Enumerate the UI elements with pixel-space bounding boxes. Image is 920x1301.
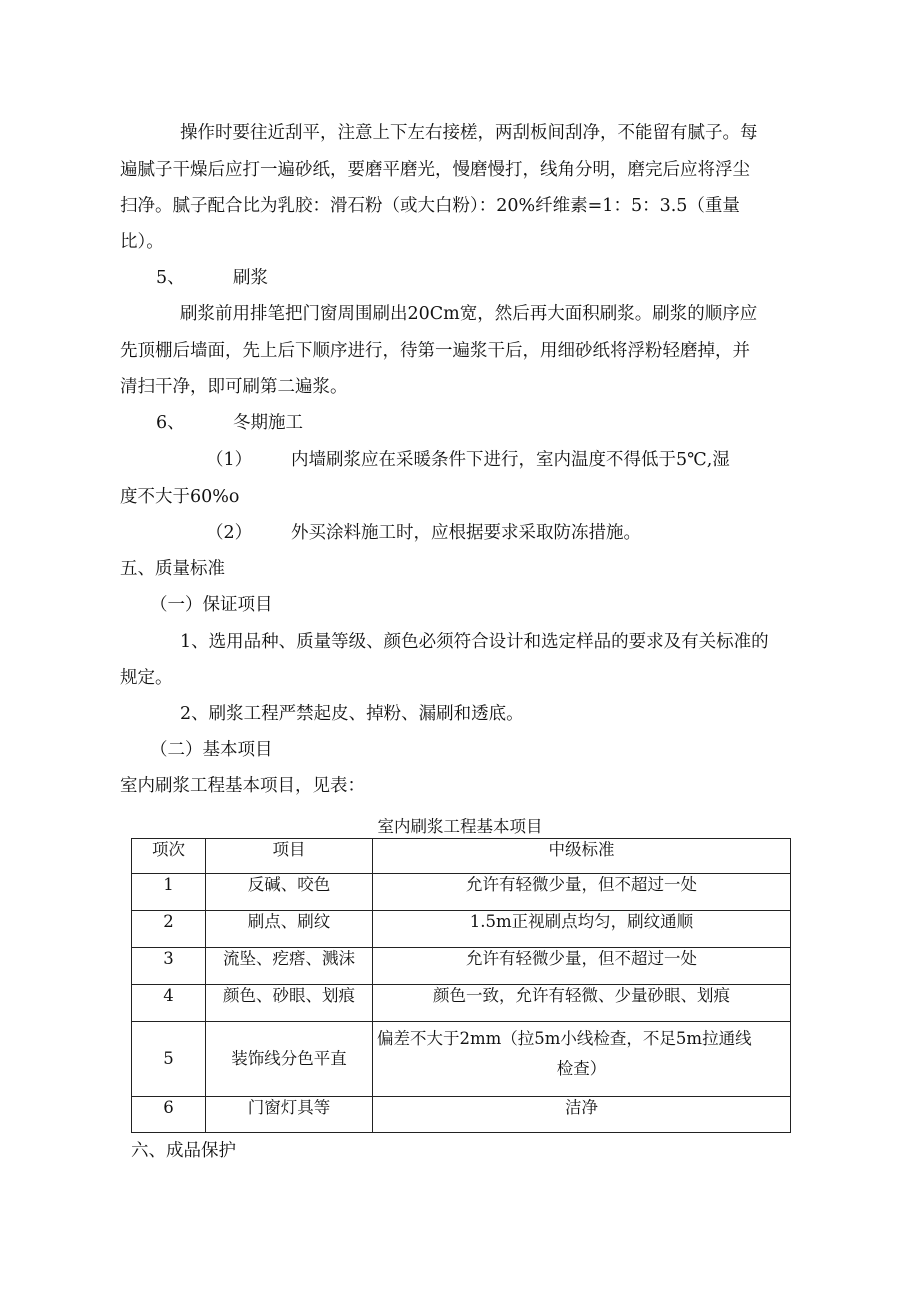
basic-items-intro: 室内刷浆工程基本项目，见表： xyxy=(120,776,365,796)
row-item: 流坠、疙瘩、溅沫 xyxy=(206,948,373,985)
row-standard: 允许有轻微少量，但不超过一处 xyxy=(373,948,791,985)
row-item: 门窗灯具等 xyxy=(206,1097,373,1133)
row-item: 反碱、咬色 xyxy=(206,874,373,911)
section6-title: 冬期施工 xyxy=(233,413,303,433)
item1-number: （1） xyxy=(206,450,253,470)
table-header-row xyxy=(132,839,791,874)
row-item: 刷点、刷纹 xyxy=(206,911,373,948)
row-item: 装饰线分色平直 xyxy=(206,1022,373,1097)
header-no: 项次 xyxy=(132,839,206,874)
row-no: 6 xyxy=(132,1097,206,1133)
heading-product-protection: 六、成品保护 xyxy=(131,1141,236,1161)
row-standard: 颜色一致，允许有轻微、少量砂眼、划痕 xyxy=(373,985,791,1022)
heading-basic-items: （二）基本项目 xyxy=(150,740,273,760)
para1-line3: 扫净。腻子配合比为乳胶：滑石粉（或大白粉）：20%纤维素=1：5：3.5（重量 xyxy=(120,196,740,216)
para1-line4: 比）。 xyxy=(120,232,164,252)
section6-number: 6、 xyxy=(156,413,185,433)
table-row xyxy=(132,911,791,948)
para2-line3: 清扫干净，即可刷第二遍浆。 xyxy=(120,377,348,397)
row-standard-line1: 偏差不大于2mm（拉5m小线检查，不足5m拉通线 xyxy=(377,1029,752,1048)
row-standard: 1.5m正视刷点均匀，刷纹通顺 xyxy=(373,911,791,948)
item2-number: （2） xyxy=(206,523,253,543)
item2-text: 外买涂料施工时，应根据要求采取防冻措施。 xyxy=(291,523,641,543)
table-row xyxy=(132,948,791,985)
row-standard: 洁净 xyxy=(373,1097,791,1133)
row-item: 颜色、砂眼、划痕 xyxy=(206,985,373,1022)
row-no: 3 xyxy=(132,948,206,985)
para1-line1: 操作时要往近刮平，注意上下左右接槎，两刮板间刮净，不能留有腻子。每 xyxy=(180,123,758,143)
row-no: 4 xyxy=(132,985,206,1022)
table-row xyxy=(132,874,791,911)
para2-line2: 先顶棚后墙面，先上后下顺序进行，待第一遍浆干后，用细砂纸将浮粉轻磨掉，并 xyxy=(120,341,750,361)
table-row xyxy=(132,1022,791,1097)
section5-title: 刷浆 xyxy=(233,268,268,288)
guarantee1-line1: 1、选用品种、质量等级、颜色必须符合设计和选定样品的要求及有关标准的 xyxy=(180,632,769,652)
header-standard: 中级标准 xyxy=(373,839,791,874)
row-standard: 允许有轻微少量，但不超过一处 xyxy=(373,874,791,911)
row-no: 5 xyxy=(132,1022,206,1097)
para2-line1: 刷浆前用排笔把门窗周围刷出20Cm宽，然后再大面积刷浆。刷浆的顺序应 xyxy=(180,304,758,324)
guarantee1-line2: 规定。 xyxy=(120,668,173,688)
row-standard-line2: 检查） xyxy=(556,1059,607,1078)
heading-guarantee-items: （一）保证项目 xyxy=(150,595,273,615)
row-standard xyxy=(373,1022,791,1097)
basic-items-table xyxy=(131,838,791,1133)
row-no: 2 xyxy=(132,911,206,948)
row-no: 1 xyxy=(132,874,206,911)
para1-line2: 遍腻子干燥后应打一遍砂纸，要磨平磨光，慢磨慢打，线角分明，磨完后应将浮尘 xyxy=(120,160,750,180)
guarantee2: 2、刷浆工程严禁起皮、掉粉、漏刷和透底。 xyxy=(180,704,524,724)
item1-continuation: 度不大于60%o xyxy=(120,487,240,507)
table-title: 室内刷浆工程基本项目 xyxy=(377,817,543,836)
heading-quality-standard: 五、质量标准 xyxy=(120,559,225,579)
table-row xyxy=(132,1097,791,1133)
section5-number: 5、 xyxy=(156,268,185,288)
header-item: 项目 xyxy=(206,839,373,874)
item1-text: 内墙刷浆应在采暖条件下进行，室内温度不得低于5℃,湿 xyxy=(291,450,730,470)
table-row xyxy=(132,985,791,1022)
